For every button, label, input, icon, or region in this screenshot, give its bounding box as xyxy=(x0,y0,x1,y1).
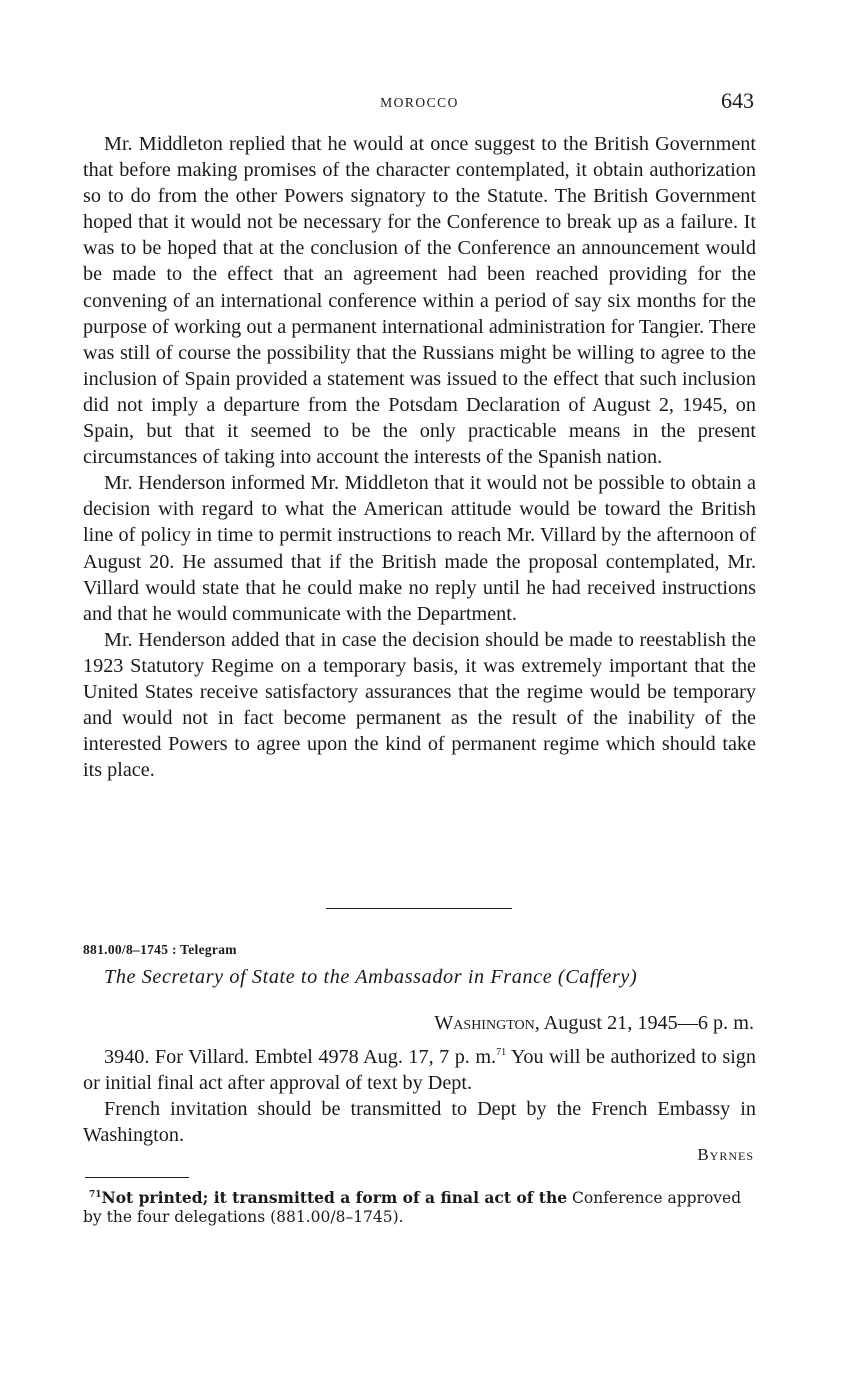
footnote-bold-text: Not printed; it transmitted a form of a final act of the xyxy=(101,1188,568,1207)
paragraph-henderson-informed: Mr. Henderson informed Mr. Middleton that it would not be possible to obtain a decision with regard to what the American attitude would be toward the British line of policy in time to permit instructions to reach Mr. Villard by the afternoon of August 20. He assumed that if the British made the proposal contemplated, Mr. Villard would state that he could make no reply until he had received instructions and that he would communicate with the Department. xyxy=(83,472,756,625)
page-number: 643 xyxy=(721,88,754,113)
telegram-paragraph-instruction xyxy=(83,1040,756,1096)
dateline xyxy=(434,1012,754,1035)
telegram-text xyxy=(83,1040,756,1148)
file-reference: 881.00/8–1745 : Telegram xyxy=(83,942,237,957)
telegram-line-post: You will be authorized to sign or initial final act after approval of text by Dept. xyxy=(83,1046,756,1095)
running-header xyxy=(83,88,756,118)
telegram-paragraph-invitation: French invitation should be transmitted to Dept by the French Embassy in Washington. xyxy=(83,1098,756,1147)
footnote-marker: 71 xyxy=(89,1190,102,1200)
footnote xyxy=(83,1186,756,1227)
footnote-reference: 71 xyxy=(496,1047,507,1058)
dateline-date: , August 21, 1945—6 p. m. xyxy=(534,1012,754,1034)
paragraph-henderson-added: Mr. Henderson added that in case the decision should be made to reestablish the 1923 Statutory Regime on a temporary basis, it was extremely important that the United States receive satisfactory assurances that the regime would be temporary and would not in fact become permanent as the result of the inability of the interested Powers to agree upon the kind of permanent regime which should take its place. xyxy=(83,628,756,782)
paragraph-middleton-reply: Mr. Middleton replied that he would at once suggest to the British Government that before making promises of the character contemplated, it obtain authorization so to do from the other Powers signatory to the Statute. The British Government hoped that it would not be necessary for the Conference to break up as a failure. It was to be hoped that at the conclusion of the Conference an announcement would be made to the effect that an agreement had been reached providing for the convening of an international conference within a period of say six months for the purpose of working out a permanent international administration for Tangier. There was still of course the possibility that the Russians might be willing to agree to the inclusion of Spain provided a statement was issued to the effect that such inclusion did not imply a departure from the Potsdam Declaration of August 2, 1945, on Spain, but that it seemed to be the only practicable means in the present circumstances of taking into account the interests of the Spanish nation. xyxy=(83,133,756,469)
document-title: The Secretary of State to the Ambassador in France (Caffery) xyxy=(104,966,638,988)
footnote-divider xyxy=(85,1177,189,1178)
signature: Byrnes xyxy=(697,1145,754,1164)
section-divider xyxy=(326,908,512,909)
running-title: MOROCCO xyxy=(380,95,459,110)
telegram-line-pre: 3940. For Villard. Embtel 4978 Aug. 17, 7 p. m. xyxy=(104,1046,497,1068)
body-text xyxy=(83,131,756,783)
dateline-place: Washington xyxy=(434,1012,535,1034)
footnote-rest-text: Conference approved by the four delegations (881.00/8–1745). xyxy=(83,1189,742,1226)
